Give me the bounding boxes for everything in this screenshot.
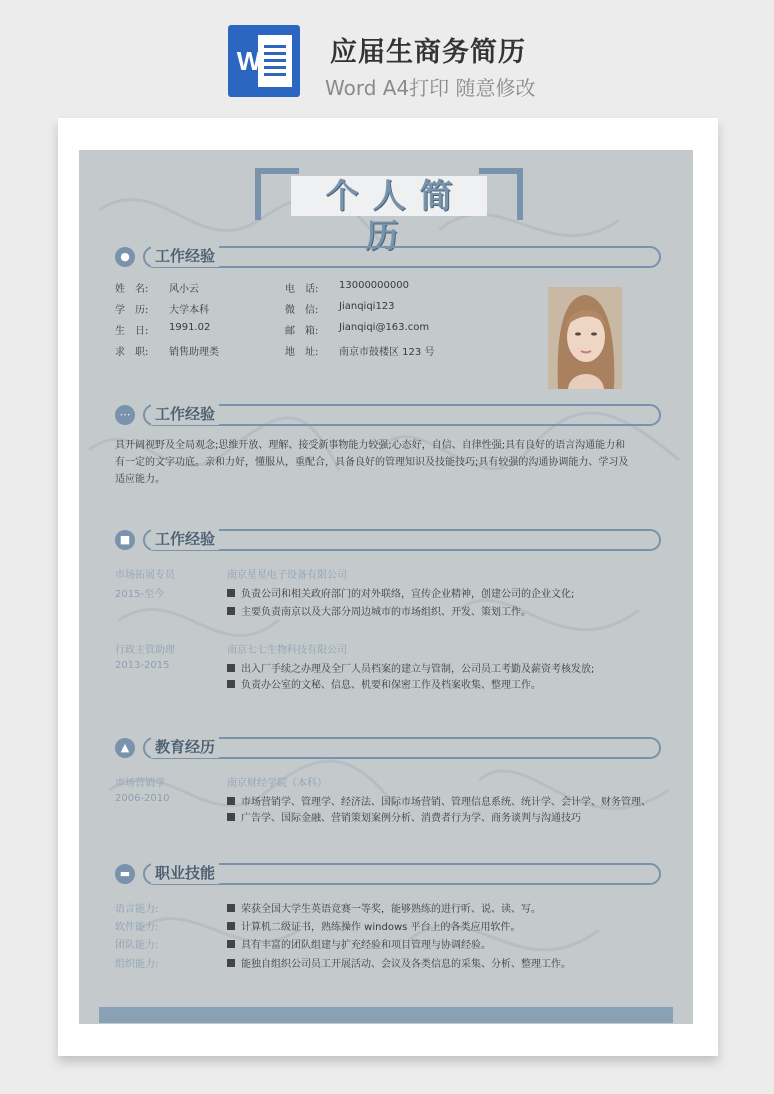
skill-label: 语言能力: xyxy=(115,904,159,915)
skill-text: 具有丰富的团队组建与扩充经验和项目管理与协调经验。 xyxy=(227,936,491,951)
bullet-square-icon xyxy=(227,680,235,688)
skill-text: 荣获全国大学生英语竞赛一等奖，能够熟练的进行听、说、读、写。 xyxy=(227,900,541,915)
bullet-square-icon xyxy=(227,589,235,597)
bullet-square-icon xyxy=(227,797,235,805)
info-label-degree: 学 历: xyxy=(115,305,149,316)
info-label-phone: 电 话: xyxy=(285,284,319,295)
profile-photo xyxy=(548,287,622,389)
section-header-profile xyxy=(115,404,663,426)
section-header-work xyxy=(115,529,663,551)
job-title: 市场拓展专员 xyxy=(115,570,175,581)
skill-text: 能独自组织公司员工开展活动、会议及各类信息的采集、分析、整理工作。 xyxy=(227,955,571,970)
profile-line: 具开阔视野及全局观念;思维开放、理解、接受新事物能力较强;心态好，自信、自律性强;具有良好的语言沟通能力和 xyxy=(115,440,626,451)
info-label-objective: 求 职: xyxy=(115,347,149,358)
section-bar xyxy=(143,863,661,885)
book-icon: ▬ xyxy=(115,864,135,884)
edu-major: 市场营销学 xyxy=(115,778,165,789)
info-value-name: 风小云 xyxy=(169,284,199,295)
info-label-name: 姓 名: xyxy=(115,284,149,295)
resume-page xyxy=(79,150,693,1024)
page-title: 应届生商务简历 xyxy=(330,37,526,68)
edu-period: 2006-2010 xyxy=(115,793,170,804)
chat-icon: ⋯ xyxy=(115,405,135,425)
page-subtitle: Word A4打印 随意修改 xyxy=(325,76,536,100)
section-label: 教育经历 xyxy=(151,736,219,758)
section-header-skills xyxy=(115,863,663,885)
job-company: 南京七七生物科技有限公司 xyxy=(227,645,347,656)
info-value-objective: 销售助理类 xyxy=(169,347,219,358)
skill-label: 软件能力: xyxy=(115,922,159,933)
bullet-square-icon xyxy=(227,664,235,672)
job-bullet: 主要负责南京以及大部分周边城市的市场组织、开发、策划工作。 xyxy=(227,603,531,618)
graduation-cap-icon: ▲ xyxy=(115,738,135,758)
bullet-square-icon xyxy=(227,904,235,912)
user-icon: ● xyxy=(115,247,135,267)
section-label: 工作经验 xyxy=(151,403,219,425)
section-bar xyxy=(143,404,661,426)
bullet-square-icon xyxy=(227,813,235,821)
bullet-square-icon xyxy=(227,959,235,967)
section-bar xyxy=(143,246,661,268)
skill-label: 团队能力: xyxy=(115,940,159,951)
word-letter: W xyxy=(236,46,262,76)
job-period: 2013-2015 xyxy=(115,660,170,671)
info-label-birthday: 生 日: xyxy=(115,326,149,337)
bullet-square-icon xyxy=(227,922,235,930)
section-label: 工作经验 xyxy=(151,528,219,550)
word-app-icon xyxy=(228,25,300,97)
info-label-wechat: 微 信: xyxy=(285,305,319,316)
job-bullet: 负责办公室的文秘、信息、机要和保密工作及档案收集、整理工作。 xyxy=(227,676,541,691)
info-label-address: 地 址: xyxy=(285,347,319,358)
bullet-square-icon xyxy=(227,940,235,948)
info-value-address: 南京市鼓楼区 123 号 xyxy=(339,347,435,358)
skill-label: 组织能力: xyxy=(115,959,159,970)
section-label: 职业技能 xyxy=(151,862,219,884)
section-bar xyxy=(143,529,661,551)
edu-bullet: 市场营销学、管理学、经济法、国际市场营销、管理信息系统、统计学、会计学、财务管理、 xyxy=(227,793,651,808)
profile-line: 适应能力。 xyxy=(115,474,165,485)
info-value-degree: 大学本科 xyxy=(169,305,209,316)
section-bar xyxy=(143,737,661,759)
job-title: 行政主管助理 xyxy=(115,645,175,656)
section-header-basic xyxy=(115,246,663,268)
profile-text xyxy=(115,437,661,488)
job-period: 2015-至今 xyxy=(115,589,165,600)
bullet-square-icon xyxy=(227,607,235,615)
resume-title: 个人简历 xyxy=(325,176,467,255)
profile-line: 有一定的文字功底。亲和力好，懂服从，重配合，具备良好的管理知识及技能技巧;具有较强的沟通协调能力、学习及 xyxy=(115,457,629,468)
info-value-phone: 13000000000 xyxy=(339,280,409,291)
job-company: 南京星星电子设备有限公司 xyxy=(227,570,347,581)
info-value-birthday: 1991.02 xyxy=(169,322,211,333)
briefcase-icon: ■ xyxy=(115,530,135,550)
edu-school: 南京财经学院（本科） xyxy=(227,778,327,789)
edu-bullet: 广告学、国际金融、营销策划案例分析、消费者行为学、商务谈判与沟通技巧 xyxy=(227,809,581,824)
info-value-wechat: Jianqiqi123 xyxy=(339,301,395,312)
info-value-email: Jianqiqi@163.com xyxy=(339,322,430,333)
info-label-email: 邮 箱: xyxy=(285,326,319,337)
section-label: 工作经验 xyxy=(151,245,219,267)
skill-text: 计算机二级证书，熟练操作 windows 平台上的各类应用软件。 xyxy=(227,918,521,933)
section-header-education xyxy=(115,737,663,759)
footer-bar xyxy=(99,1007,673,1023)
job-bullet: 负责公司和相关政府部门的对外联络，宣传企业精神，创建公司的企业文化; xyxy=(227,585,574,600)
job-bullet: 出入厂手续之办理及全厂人员档案的建立与管制，公司员工考勤及薪资考核发放; xyxy=(227,660,594,675)
